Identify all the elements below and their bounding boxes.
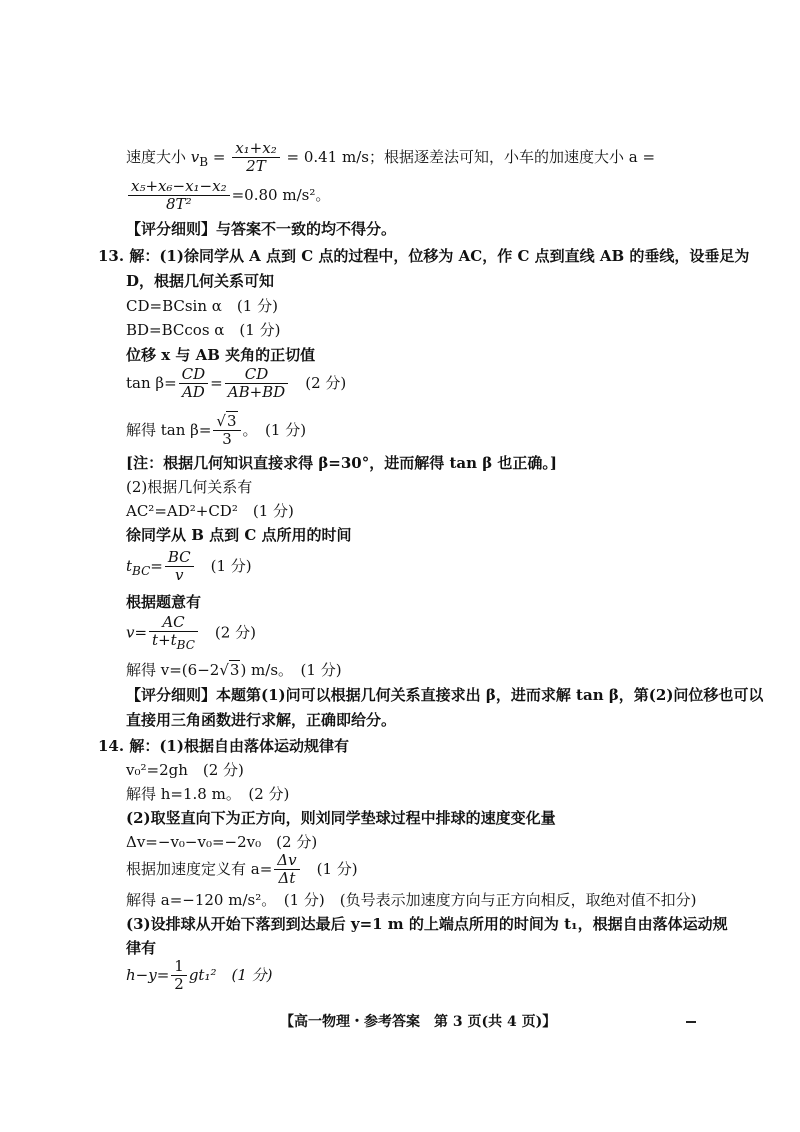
v-frac-den-text: t+t <box>152 631 177 650</box>
accel-numerator: x₅+x₆−x₁−x₂ <box>128 178 230 196</box>
q14-line-1: 14. 解：(1)根据自由落体运动规律有 <box>98 737 349 755</box>
vb-numerator: x₁+x₂ <box>232 140 280 158</box>
grading-tag-2: 【评分细则】 <box>126 686 217 704</box>
q14-h-result: 解得 h=1.8 m。 (2 分) <box>126 785 290 803</box>
equals: = <box>208 147 231 166</box>
tan-score: (2 分) <box>290 373 347 392</box>
half-frac <box>171 958 187 994</box>
page-mark <box>686 1021 696 1023</box>
v-frac-den-sub: BC <box>176 638 195 653</box>
grading-rule-2 <box>126 686 763 704</box>
q14-accel-result: 解得 a=−120 m/s²。 (1 分) (负号表示加速度方向与正方向相反，取绝对值不扣分) <box>126 891 697 909</box>
t-frac <box>165 549 194 585</box>
t-subscript: BC <box>132 563 151 578</box>
tan-result-den: 3 <box>222 430 232 449</box>
accel-result: =0.80 m/s²。 <box>231 185 331 204</box>
q13-line-1: 13. 解：(1)徐同学从 A 点到 C 点的过程中，位移为 AC，作 C 点到直线 AB 的垂线，设垂足为 <box>98 247 750 265</box>
vb-fraction <box>232 140 280 176</box>
v-result-prefix: 解得 v=(6−2 <box>126 661 220 679</box>
q13-cd-eq: CD=BCsin α (1 分) <box>126 297 278 315</box>
q13-condition-label: 根据题意有 <box>126 593 202 611</box>
tan-frac-1-den: AD <box>181 383 205 402</box>
q13-part2-intro: (2)根据几何关系有 <box>126 478 253 496</box>
tan-frac-2-den: AB+BD <box>227 383 286 402</box>
grading-text: 与答案不一致的均不得分。 <box>216 220 397 238</box>
tan-frac-2 <box>225 366 288 402</box>
q13-v-result: 解得 v=(6−2√3) m/s。 (1 分) <box>126 661 342 679</box>
q13-tangent-label: 位移 x 与 AB 夹角的正切值 <box>126 346 316 364</box>
q13-tan-eq <box>126 366 346 402</box>
vb-symbol: v <box>190 147 200 166</box>
tan-result-num: √3 <box>213 413 240 431</box>
v-score: (2 分) <box>199 623 256 642</box>
q13-line-2: D，根据几何关系可知 <box>126 272 275 290</box>
q14-part3-line-2: 律有 <box>126 939 157 957</box>
q13-tan-result <box>126 413 306 449</box>
q13-time-eq <box>126 549 252 585</box>
q14-accel-def <box>126 852 358 888</box>
grading-text-2: 本题第(1)问可以根据几何关系直接求出 β，进而求解 tan β，第(2)问位移也可以 <box>216 686 764 704</box>
q14-part2-intro: (2)取竖直向下为正方向，则刘同学垫球过程中排球的速度变化量 <box>126 809 556 827</box>
q13-ac-eq: AC²=AD²+CD² (1 分) <box>126 502 294 520</box>
accel-def-score: (1 分) <box>301 859 358 878</box>
page-footer: 【高一物理・参考答案 第 3 页(共 4 页)】 <box>280 1014 557 1030</box>
tan-equals: = <box>210 373 223 392</box>
v-result-score: ) m/s。 (1 分) <box>240 661 342 679</box>
q13-v-eq <box>126 614 256 653</box>
grading-rule-1 <box>126 220 396 238</box>
grading-rule-2-line-2: 直接用三角函数进行求解，正确即给分。 <box>126 711 397 729</box>
accel-def-prefix: 根据加速度定义有 a= <box>126 859 273 878</box>
tan-prefix: tan β= <box>126 373 177 392</box>
t-symbol: t <box>126 556 133 575</box>
v-frac-den <box>149 632 198 653</box>
velocity-result: = 0.41 m/s；根据逐差法可知，小车的加速度大小 a = <box>281 147 656 166</box>
q13-bd-eq: BD=BCcos α (1 分) <box>126 321 281 339</box>
velocity-label: 速度大小 <box>126 147 191 166</box>
vb-denominator: 2T <box>246 157 266 176</box>
t-frac-num: BC <box>165 549 194 567</box>
accel-def-den: Δt <box>278 869 296 888</box>
t-score: (1 分) <box>195 556 252 575</box>
t-equals: = <box>150 556 163 575</box>
v-prefix: v= <box>126 623 148 642</box>
tan-frac-2-num: CD <box>225 366 288 384</box>
accel-def-frac <box>274 852 299 888</box>
hy-prefix: h−y= <box>126 965 170 984</box>
tan-result-frac <box>213 413 240 449</box>
t-frac-den: v <box>174 566 184 585</box>
q14-h-y-eq <box>126 958 273 994</box>
q13-note: [注：根据几何知识直接求得 β=30°，进而解得 tan β 也正确。] <box>126 454 558 472</box>
vb-subscript: B <box>199 154 209 169</box>
v-frac-num: AC <box>149 614 198 632</box>
q14-dv-eq: Δv=−v₀−v₀=−2v₀ (2 分) <box>126 833 318 851</box>
q14-v0-eq: v₀²=2gh (2 分) <box>126 761 244 779</box>
accel-def-num: Δv <box>274 852 299 870</box>
tan-frac-1-num: CD <box>179 366 209 384</box>
tan-frac-1 <box>179 366 209 402</box>
hy-post: gt₁² (1 分) <box>188 965 273 984</box>
velocity-line <box>126 140 655 176</box>
v-result-sqrt: 3 <box>229 661 240 679</box>
tan-result-prefix: 解得 tan β= <box>126 420 212 439</box>
tan-result-score: 。 (1 分) <box>242 420 307 439</box>
q14-part3-line-1: (3)设排球从开始下落到到达最后 y=1 m 的上端点所用的时间为 t₁，根据自由落体运动规 <box>126 915 728 933</box>
v-frac <box>149 614 198 653</box>
half-den: 2 <box>174 975 184 994</box>
acceleration-line <box>126 178 330 214</box>
grading-tag: 【评分细则】 <box>126 220 217 238</box>
accel-fraction <box>128 178 230 214</box>
accel-denominator: 8T² <box>166 195 192 214</box>
q13-time-label: 徐同学从 B 点到 C 点所用的时间 <box>126 526 352 544</box>
sqrt-three: 3 <box>226 412 237 430</box>
half-num: 1 <box>171 958 187 976</box>
